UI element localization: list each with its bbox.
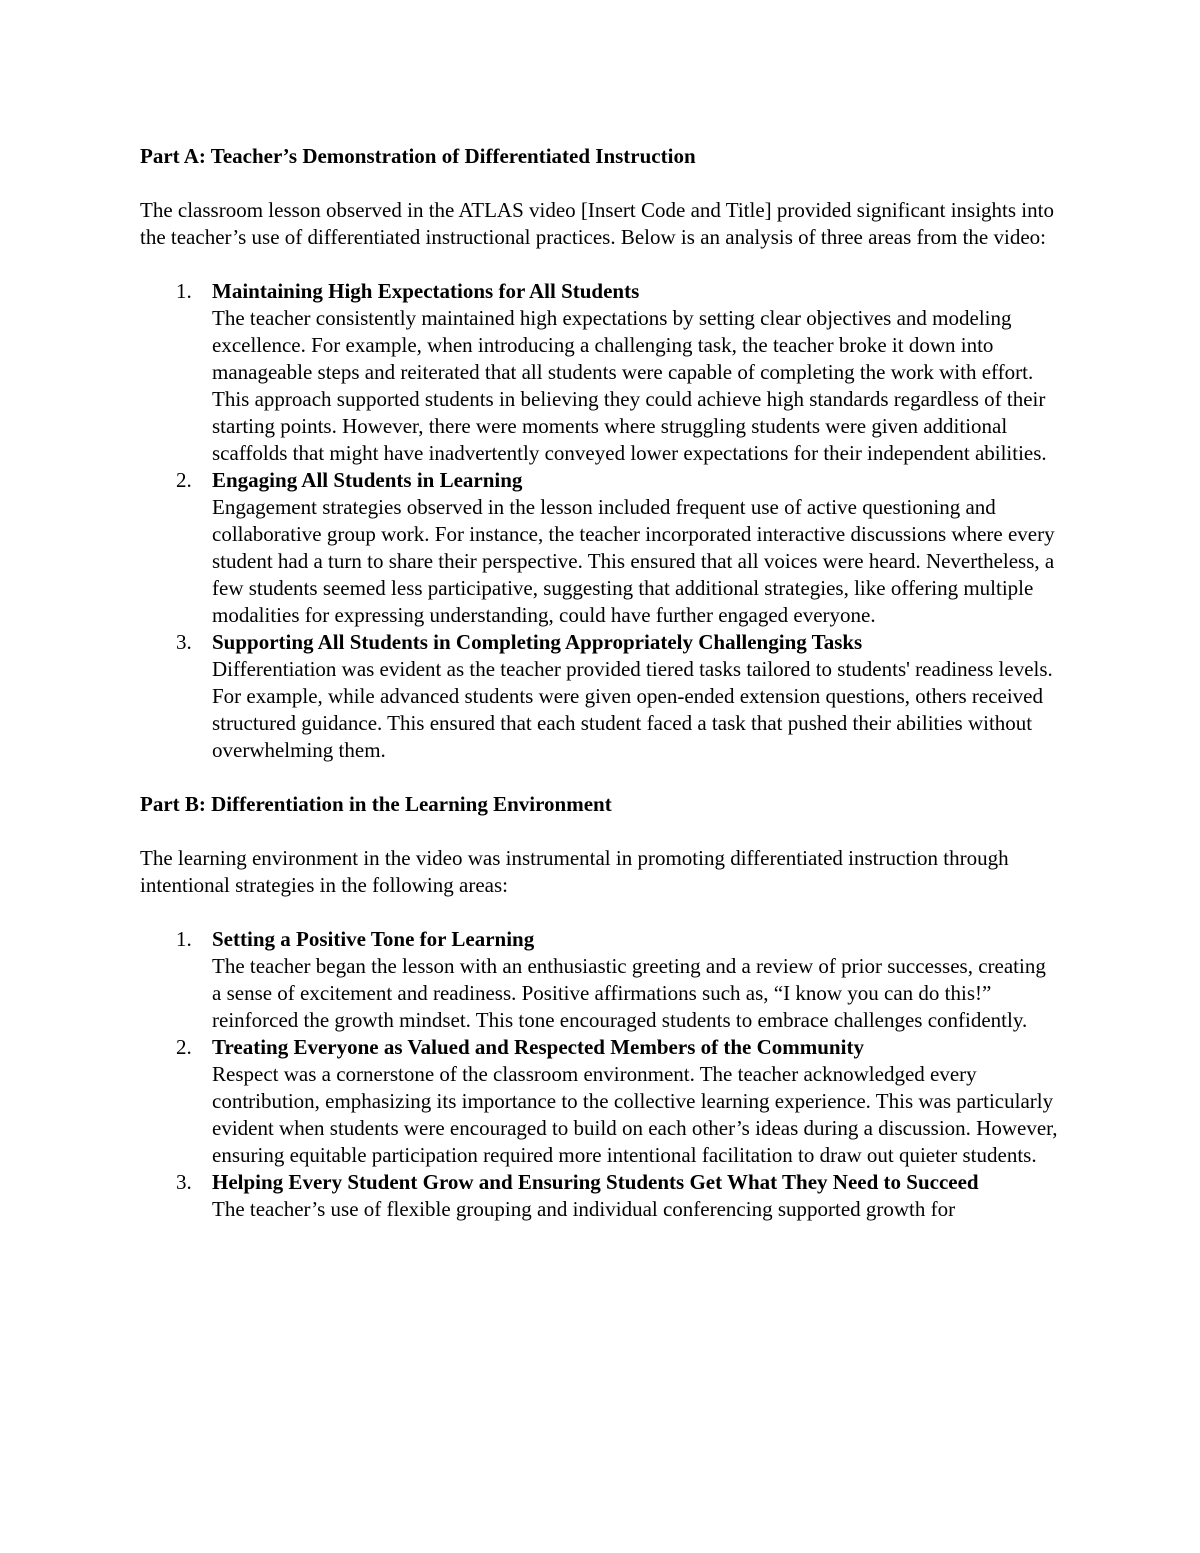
list-number: 2.: [176, 1035, 192, 1059]
list-item-title: Setting a Positive Tone for Learning: [212, 927, 535, 951]
list-item-body: The teacher consistently maintained high expectations by setting clear objectives and modeling excellence. For example, when introducing a challenging task, the teacher broke it down into manageable steps and reiterated that all students were capable of completing the work with effort. This approach supported students in believing they could achieve high standards regardless of their starting points. However, there were moments where struggling students were given additional scaffolds that might have inadvertently conveyed lower expectations for their independent abilities.: [212, 306, 1047, 465]
list-item-title: Treating Everyone as Valued and Respected Members of the Community: [212, 1035, 864, 1059]
list-number: 1.: [176, 927, 192, 951]
spacer: [140, 251, 1060, 278]
part-b-intro: The learning environment in the video was instrumental in promoting differentiated instruction through intentional strategies in the following areas:: [140, 846, 1009, 897]
spacer: [140, 818, 1060, 845]
list-item: [140, 1169, 1060, 1223]
spacer: [140, 170, 1060, 197]
list-item-title: Helping Every Student Grow and Ensuring Students Get What They Need to Succeed: [212, 1170, 979, 1194]
part-a-list: [140, 278, 1060, 764]
list-item: [140, 467, 1060, 629]
list-item-body: The teacher began the lesson with an enthusiastic greeting and a review of prior successes, creating a sense of excitement and readiness. Positive affirmations such as, “I know you can do this!” reinforced the growth mindset. This tone encouraged students to embrace challenges confidently.: [212, 954, 1046, 1032]
spacer: [140, 899, 1060, 926]
list-item-title: Engaging All Students in Learning: [212, 468, 523, 492]
part-a-heading: Part A: Teacher’s Demonstration of Differentiated Instruction: [140, 144, 696, 168]
document-page: [140, 143, 1060, 1223]
list-number: 3.: [176, 1170, 192, 1194]
list-number: 3.: [176, 630, 192, 654]
list-item: [140, 926, 1060, 1034]
part-a-intro: The classroom lesson observed in the ATLAS video [Insert Code and Title] provided significant insights into the teacher’s use of differentiated instructional practices. Below is an analysis of three areas from the video:: [140, 198, 1054, 249]
list-item-body: Engagement strategies observed in the lesson included frequent use of active questioning and collaborative group work. For instance, the teacher incorporated interactive discussions where every student had a turn to share their perspective. This ensured that all voices were heard. Nevertheless, a few students seemed less participative, suggesting that additional strategies, like offering multiple modalities for expressing understanding, could have further engaged everyone.: [212, 495, 1055, 627]
list-item: [140, 1034, 1060, 1169]
part-b-list: [140, 926, 1060, 1223]
list-item-body: The teacher’s use of flexible grouping and individual conferencing supported growth for: [212, 1197, 956, 1221]
list-item: [140, 629, 1060, 764]
spacer: [140, 764, 1060, 791]
part-b-heading: Part B: Differentiation in the Learning Environment: [140, 792, 612, 816]
list-number: 2.: [176, 468, 192, 492]
list-item-title: Supporting All Students in Completing Appropriately Challenging Tasks: [212, 630, 863, 654]
list-item-title: Maintaining High Expectations for All Students: [212, 279, 640, 303]
list-item: [140, 278, 1060, 467]
list-number: 1.: [176, 279, 192, 303]
list-item-body: Respect was a cornerstone of the classroom environment. The teacher acknowledged every contribution, emphasizing its importance to the collective learning experience. This was particularly evident when students were encouraged to build on each other’s ideas during a discussion. However, ensuring equitable participation required more intentional facilitation to draw out quieter students.: [212, 1062, 1058, 1167]
list-item-body: Differentiation was evident as the teacher provided tiered tasks tailored to students' readiness levels. For example, while advanced students were given open-ended extension questions, others received structured guidance. This ensured that each student faced a task that pushed their abilities without overwhelming them.: [212, 657, 1053, 762]
